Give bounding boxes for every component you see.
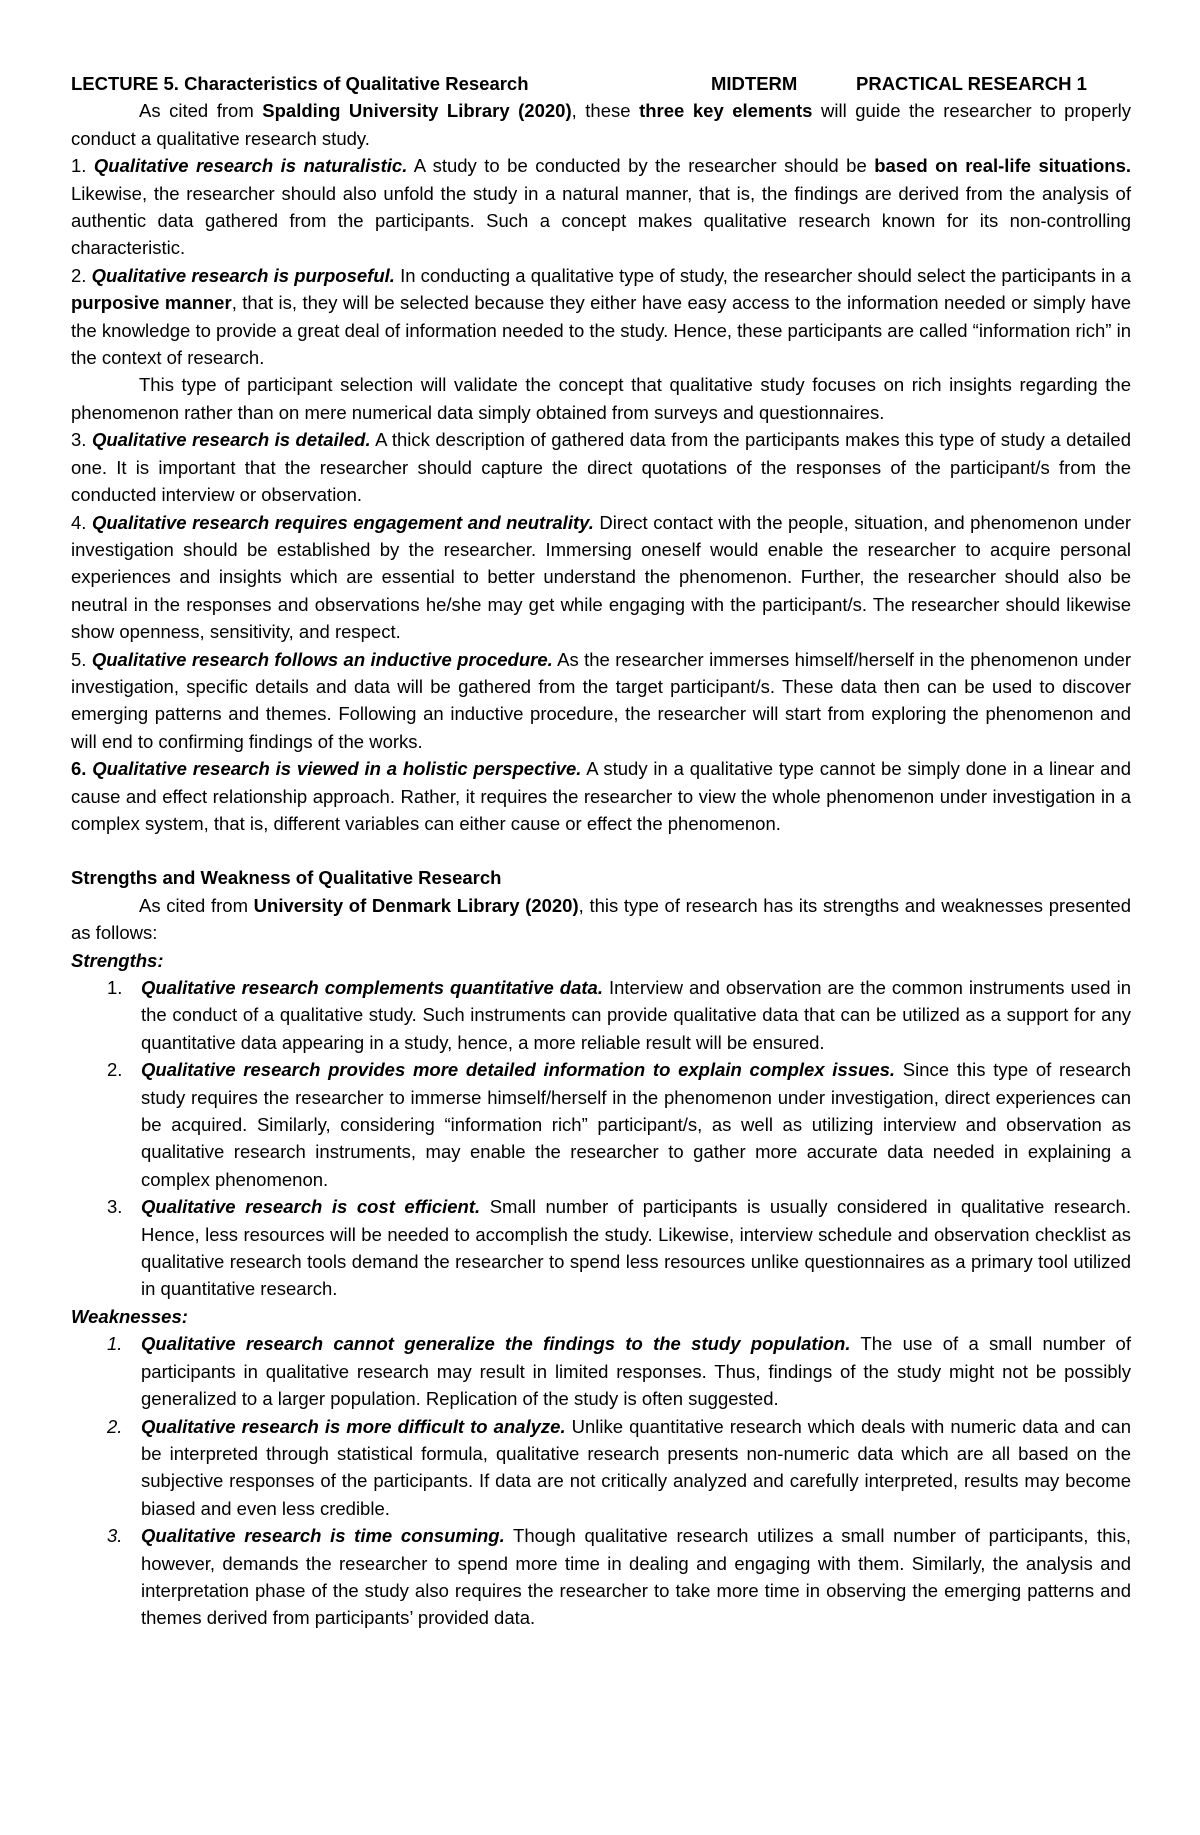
item-title: Qualitative research complements quantitative data. (141, 977, 603, 998)
characteristic-3 (71, 426, 1131, 508)
item-title: Qualitative research follows an inductive procedure. (91, 648, 553, 670)
item-title: Qualitative research requires engagement and neutrality. (91, 511, 594, 533)
item-text: Though qualitative research utilizes a small number of participants, this, however, demands the researcher to spend more time in dealing and engaging with them. Similarly, the analysis and interpretation phase of the study also requires the researcher to take more time in observing the emerging patterns and themes derived from participants’ provided data. (141, 1525, 1131, 1629)
page-header (71, 70, 1131, 97)
section-gap (71, 837, 1131, 864)
term-label: MIDTERM (711, 73, 798, 94)
item-number: 2. (107, 1415, 123, 1437)
item-text: Direct contact with the people, situation, and phenomenon under investigation should be established by the researcher. Immersing oneself would enable the researcher to acquire personal experiences and insights which are essential to better understand the phenomenon. Further, the researcher should also be neutral in the responses and observations he/she may get while engaging with the participant/s. The researcher should likewise show openness, sensitivity, and respect. (71, 511, 1132, 643)
item-text: Likewise, the researcher should also unfold the study in a natural manner, that is, the findings are derived from the analysis of authentic data gathered from the participants. Such a concept makes qualitative research known for its non-controlling characteristic. (71, 182, 1131, 259)
section-heading (71, 864, 1131, 891)
intro-text: will guide the researcher to properly conduct a qualitative research study. (71, 100, 1132, 149)
item-title: Qualitative research is naturalistic. (93, 155, 408, 177)
intro-text: , these (571, 100, 640, 122)
item-text: , that is, they will be selected because they either have easy access to the information needed or simply have the knowledge to provide a great deal of information needed to the study. Hence, these participants are called “information rich” in the context of research. (71, 292, 1131, 369)
item-text: Unlike quantitative research which deals with numeric data and can be interpreted through statistical formula, qualitative research presents non-numeric data which are all based on the subjective responses of the participants. If data are not critically analyzed and carefully interpreted, results may become biased and even less credible. (141, 1415, 1132, 1519)
item-emphasis: based on real-life situations. (874, 155, 1132, 177)
item-text: Small number of participants is usually considered in qualitative research. Hence, less resources will be needed to accomplish the study. Likewise, interview schedule and observation checklist as qualitative research tools demand the researcher to spend less resources unlike questionnaires as a primary tool utilized in quantitative research. (141, 1196, 1131, 1300)
section-intro-text: As cited from (139, 894, 254, 916)
item-title: Qualitative research is viewed in a holistic perspective. (92, 758, 582, 780)
item-number: 1. (71, 155, 87, 177)
item-title: Qualitative research is time consuming. (141, 1525, 505, 1547)
item-text: A study to be conducted by the researcher should be (407, 155, 875, 177)
item-text: The use of a small number of participants in qualitative research may result in limited responses. Thus, findings of the study might not be possibly generalized to a larger population. Replication of the study is often suggested. (141, 1333, 1131, 1410)
characteristic-2 (71, 262, 1131, 372)
characteristic-5 (71, 646, 1131, 756)
item-number: 2. (107, 1059, 123, 1081)
list-item (71, 1330, 1131, 1412)
section-heading-text: Strengths and Weakness of Qualitative Research (71, 867, 502, 889)
item-number: 5. (71, 648, 87, 670)
item-text: In conducting a qualitative type of study, the researcher should select the participants in a (394, 264, 1132, 286)
section-intro-text: , this type of research has its strengths and weaknesses presented as follows: (71, 894, 1131, 944)
weaknesses-label (71, 1303, 1131, 1330)
intro-text: As cited from (139, 100, 263, 122)
item-number: 6. (71, 758, 87, 780)
characteristic-4 (71, 509, 1131, 646)
list-item (71, 1413, 1131, 1523)
item-text: As the researcher immerses himself/herself in the phenomenon under investigation, specific details and data will be gathered from the target participant/s. These data then can be used to discover emerging patterns and themes. Following an inductive procedure, the researcher will start from exploring the phenomenon and will end to confirming findings of the works. (71, 648, 1131, 752)
lecture-title: LECTURE 5. Characteristics of Qualitative Research (71, 73, 529, 94)
section-source: University of Denmark Library (2020) (253, 894, 579, 916)
item-number: 4. (71, 511, 87, 533)
item-title: Qualitative research is purposeful. (91, 264, 395, 286)
item-text: A study in a qualitative type cannot be simply done in a linear and cause and effect relationship approach. Rather, it requires the researcher to view the whole phenomenon under investigation in a complex system, that is, different variables can either cause or effect the phenomenon. (71, 758, 1131, 834)
list-item (71, 1056, 1131, 1193)
subject-label: PRACTICAL RESEARCH 1 (856, 73, 1087, 94)
strengths-label (71, 947, 1131, 974)
item-title: Qualitative research is detailed. (91, 429, 371, 451)
characteristic-6 (71, 755, 1131, 837)
item-title: Qualitative research is cost efficient. (141, 1196, 481, 1218)
weaknesses-label-text: Weaknesses: (71, 1305, 188, 1327)
item-number: 1. (107, 977, 123, 998)
weaknesses-list (71, 1330, 1131, 1631)
list-item (71, 974, 1131, 1056)
item-title: Qualitative research provides more detailed information to explain complex issues. (141, 1059, 896, 1081)
item-number: 2. (71, 264, 87, 286)
list-item (71, 1193, 1131, 1303)
item-title: Qualitative research cannot generalize the findings to the study population. (141, 1333, 851, 1355)
section-intro (71, 892, 1131, 947)
item-number: 1. (107, 1333, 123, 1355)
item-title: Qualitative research is more difficult to analyze. (141, 1415, 566, 1437)
item-text: A thick description of gathered data from the participants makes this type of study a detailed one. It is important that the researcher should capture the direct quotations of the responses of the participant/s from the conducted interview or observation. (71, 429, 1131, 506)
item-text: Since this type of research study requires the researcher to immerse himself/herself in the phenomenon under investigation, direct experiences can be acquired. Similarly, considering “information rich” participant/s, as well as utilizing interview and observation as qualitative research instruments, may enable the researcher to gather more accurate data needed in explaining a complex phenomenon. (141, 1059, 1131, 1190)
list-item (71, 1522, 1131, 1632)
item-emphasis: purposive manner (71, 292, 232, 314)
intro-source: Spalding University Library (2020) (262, 100, 572, 122)
document-page (71, 70, 1131, 1632)
item-number: 3. (107, 1196, 123, 1218)
characteristic-1 (71, 152, 1131, 262)
intro-paragraph (71, 97, 1131, 152)
intro-key-elements: three key elements (639, 100, 813, 122)
strengths-label-text: Strengths: (71, 949, 164, 971)
item-number: 3. (71, 429, 87, 451)
item-number: 3. (107, 1525, 123, 1547)
item-text: Interview and observation are the common instruments used in the conduct of a qualitative study. Such instruments can provide qualitative data that can be utilized as a support for any quantitative data appearing in a study, hence, a more reliable result will be ensured. (141, 977, 1131, 1053)
characteristic-2-extra: This type of participant selection will validate the concept that qualitative study focuses on rich insights regarding the phenomenon rather than on mere numerical data simply obtained from surveys and questionnaires. (71, 374, 1131, 423)
strengths-list (71, 974, 1131, 1303)
